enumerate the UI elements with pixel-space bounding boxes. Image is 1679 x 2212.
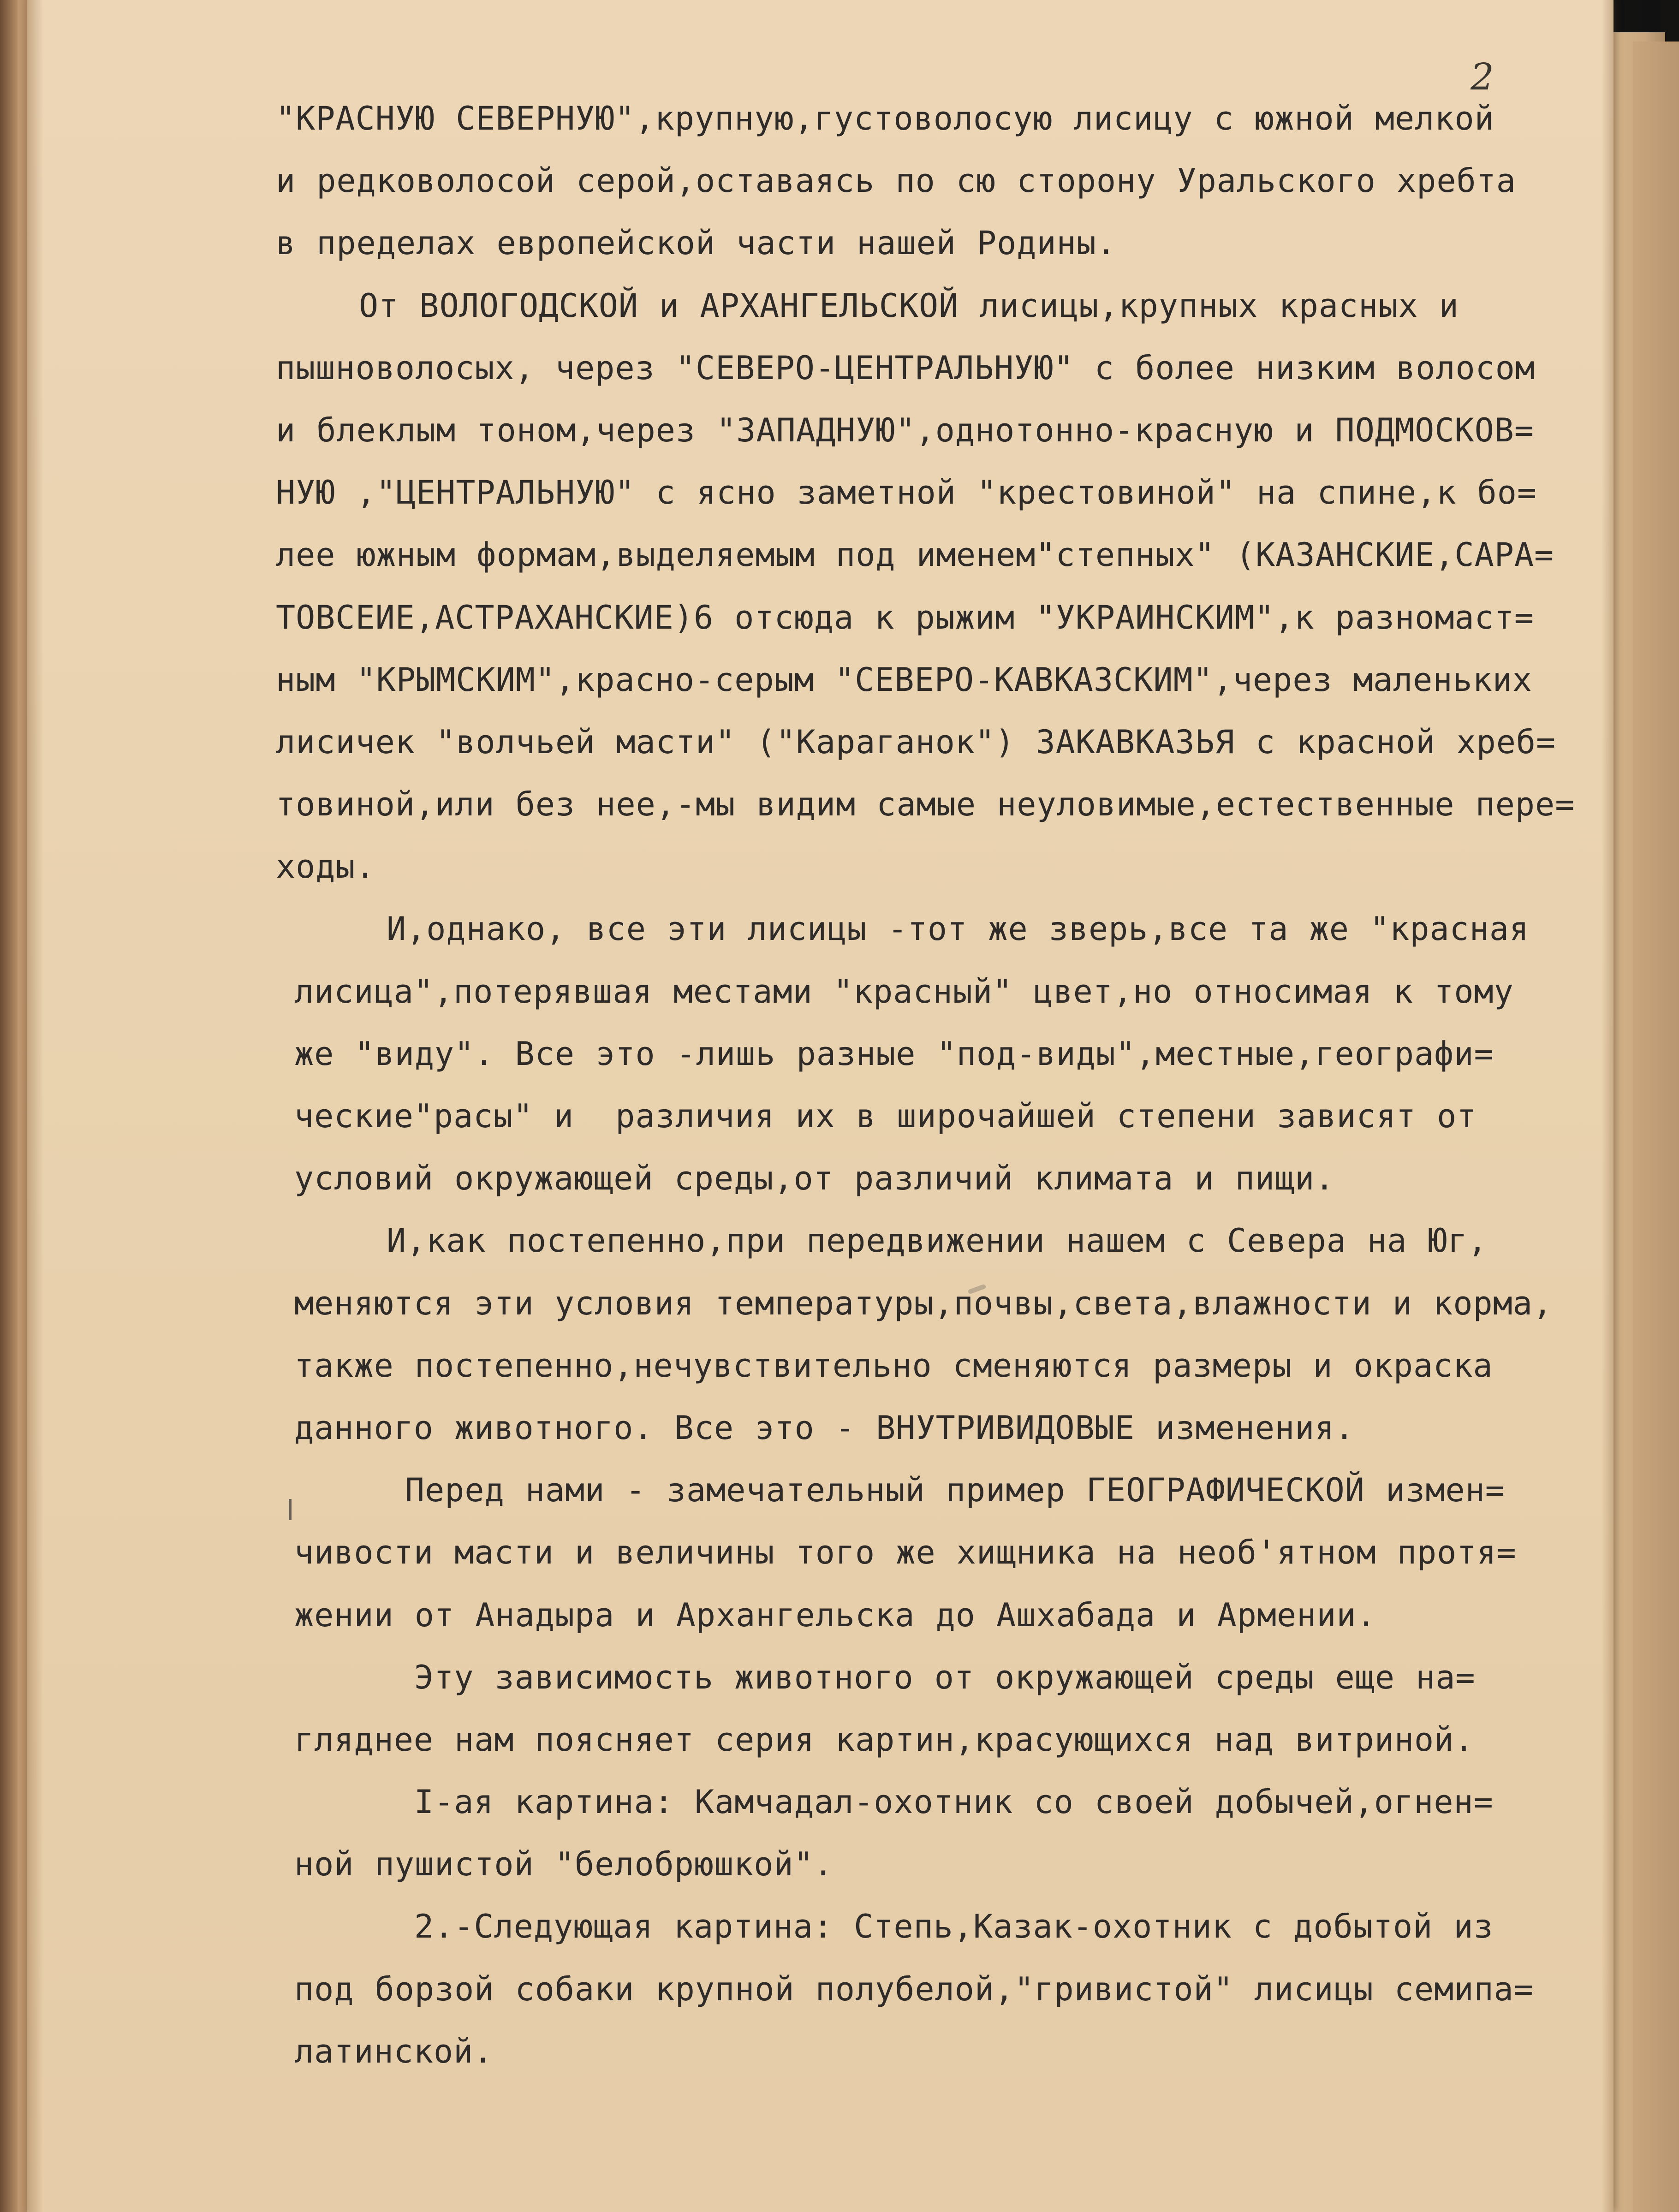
text-line: и блеклым тоном,через "ЗАПАДНУЮ",однотонно-красную и ПОДМОСКОВ= [276,411,1535,449]
text-line: и редковолосой серой,оставаясь по сю сторону Уральского хребта [276,162,1516,200]
text-line: ходы. [276,848,375,886]
text-line: данного животного. Все это - ВНУТРИВИДОВЫЕ изменения. [294,1409,1355,1447]
page-number: 2 [1471,55,1494,98]
text-line: И,как постепенно,при передвижении нашем с Севера на Юг, [387,1222,1488,1260]
text-line: лисичек "волчьей масти" ("Караганок") ЗАКАВКАЗЬЯ с красной хреб= [276,723,1556,761]
text-line: ческие"расы" и различия их в широчайшей степени зависят от [294,1097,1477,1135]
text-line: 2.-Следующая картина: Степь,Казак-охотник с добытой из [414,1908,1494,1946]
text-line: пышноволосых, через "СЕВЕРО-ЦЕНТРАЛЬНУЮ" с более низким волосом [276,349,1536,387]
typed-page [27,0,1614,2212]
text-line: также постепенно,нечувствительно сменяются размеры и окраска [294,1346,1493,1385]
text-line: же "виду". Все это -лишь разные "под-виды",местные,географи= [294,1035,1494,1073]
text-line: гляднее нам поясняет серия картин,красующихся над витриной. [294,1720,1474,1759]
typed-text-body [276,88,1650,2083]
text-line: латинской. [294,2032,494,2070]
text-line: I-ая картина: Камчадал-охотник со своей добычей,огнен= [414,1783,1494,1821]
text-line: Эту зависимость животного от окружающей среды еще на= [414,1658,1476,1696]
text-line: условий окружающей среды,от различий климата и пищи. [294,1160,1335,1198]
text-line: НУЮ ,"ЦЕНТРАЛЬНУЮ" с ясно заметной "крестовиной" на спине,к бо= [276,474,1537,512]
text-line: "КРАСНУЮ СЕВЕРНУЮ",крупную,густоволосую лисицу с южной мелкой [276,100,1494,137]
text-line: ТОВСЕИЕ,АСТРАХАНСКИЕ)6 отсюда к рыжим "УКРАИНСКИМ",к разномаст= [276,598,1535,636]
text-line: лисица",потерявшая местами "красный" цвет,но относимая к тому [294,972,1514,1011]
text-line: жении от Анадыра и Архангельска до Ашхабада и Армении. [294,1596,1376,1634]
text-line: в пределах европейской части нашей Родины. [276,224,1117,262]
text-line: ным "КРЫМСКИМ",красно-серым "СЕВЕРО-КАВКАЗСКИМ",через маленьких [276,660,1533,699]
text-line: От ВОЛОГОДСКОЙ и АРХАНГЕЛЬСКОЙ лисицы,крупных красных и [359,286,1459,325]
text-line: товиной,или без нее,-мы видим самые неуловимые,естественные пере= [276,785,1575,824]
text-line: И,однако, все эти лисицы -тот же зверь,все та же "красная [387,910,1530,948]
text-line: чивости масти и величины того же хищника на необ'ятном протя= [294,1534,1517,1572]
text-line: ной пушистой "белобрюшкой". [294,1845,834,1884]
text-line: меняются эти условия температуры,почвы,света,влажности и корма, [294,1284,1553,1322]
text-line: под борзой собаки крупной полубелой,"гривистой" лисицы семипа= [294,1970,1534,2008]
text-line: Перед нами - замечательный пример ГЕОГРАФИЧЕСКОЙ измен= [405,1471,1505,1510]
text-line: лее южным формам,выделяемым под именем"степных" (КАЗАНСКИЕ,САРА= [276,536,1554,574]
